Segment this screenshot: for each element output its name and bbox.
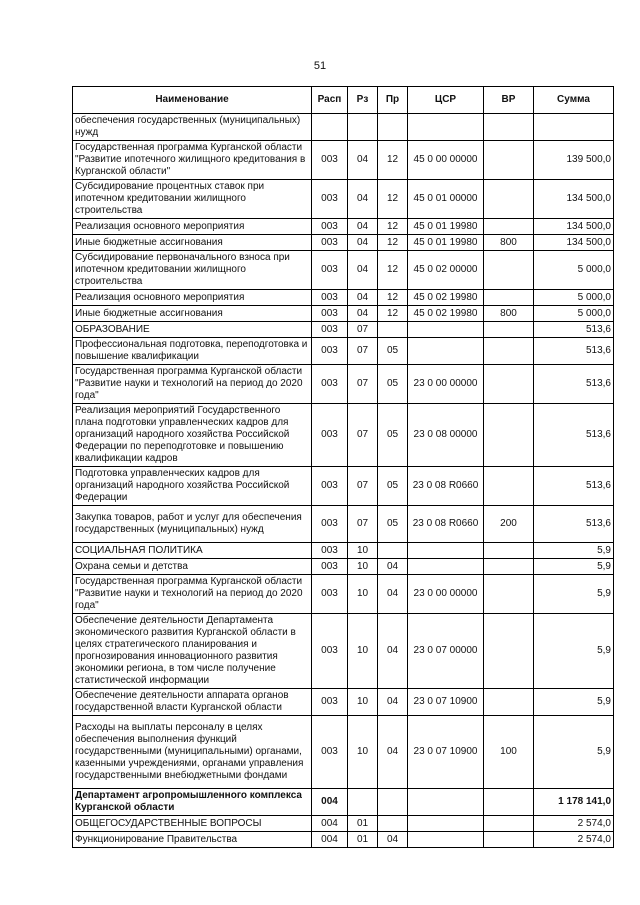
cell-csr: 23 0 07 00000 <box>408 614 484 689</box>
table-row <box>73 180 614 219</box>
cell-rasp: 003 <box>312 689 348 716</box>
cell-vr <box>484 614 534 689</box>
cell-vr <box>484 816 534 832</box>
cell-csr: 45 0 01 19980 <box>408 235 484 251</box>
cell-pr: 04 <box>378 716 408 789</box>
cell-rasp: 003 <box>312 404 348 467</box>
cell-rasp <box>312 114 348 141</box>
cell-vr <box>484 251 534 290</box>
cell-name: Обеспечение деятельности Департамента экономического развития Курганской области в целях стратегического планирования и прогнозирования инновационного развития экономики региона, в том числе получение статистической информации <box>73 614 312 689</box>
cell-rz: 04 <box>348 290 378 306</box>
cell-csr: 45 0 02 19980 <box>408 290 484 306</box>
column-header-rz: Рз <box>348 87 378 114</box>
cell-rz: 07 <box>348 338 378 365</box>
cell-sum: 5,9 <box>534 716 614 789</box>
cell-rasp: 003 <box>312 235 348 251</box>
cell-rz: 10 <box>348 689 378 716</box>
cell-sum: 5,9 <box>534 575 614 614</box>
table-row <box>73 404 614 467</box>
table-row <box>73 365 614 404</box>
cell-vr: 100 <box>484 716 534 789</box>
cell-sum: 5,9 <box>534 614 614 689</box>
cell-name: Закупка товаров, работ и услуг для обеспечения государственных (муниципальных) нужд <box>73 506 312 543</box>
cell-rz: 07 <box>348 506 378 543</box>
cell-sum: 513,6 <box>534 365 614 404</box>
cell-rz <box>348 789 378 816</box>
cell-rasp: 003 <box>312 614 348 689</box>
cell-rasp: 003 <box>312 219 348 235</box>
cell-csr <box>408 322 484 338</box>
cell-csr <box>408 559 484 575</box>
table-row <box>73 816 614 832</box>
cell-rasp: 004 <box>312 832 348 848</box>
cell-pr: 05 <box>378 338 408 365</box>
cell-sum: 134 500,0 <box>534 219 614 235</box>
cell-csr: 23 0 07 10900 <box>408 716 484 789</box>
cell-pr: 04 <box>378 575 408 614</box>
cell-pr: 04 <box>378 689 408 716</box>
table-row <box>73 290 614 306</box>
cell-rasp: 003 <box>312 306 348 322</box>
cell-rz: 04 <box>348 219 378 235</box>
table-row <box>73 559 614 575</box>
table-row <box>73 219 614 235</box>
cell-csr: 23 0 00 00000 <box>408 575 484 614</box>
cell-pr <box>378 543 408 559</box>
cell-vr <box>484 290 534 306</box>
cell-csr: 23 0 08 00000 <box>408 404 484 467</box>
cell-name: Субсидирование процентных ставок при ипотечном кредитовании жилищного строительства <box>73 180 312 219</box>
cell-name: ОБЩЕГОСУДАРСТВЕННЫЕ ВОПРОСЫ <box>73 816 312 832</box>
cell-rz: 04 <box>348 251 378 290</box>
cell-sum: 2 574,0 <box>534 816 614 832</box>
cell-sum: 513,6 <box>534 404 614 467</box>
cell-rasp: 003 <box>312 467 348 506</box>
cell-rasp: 003 <box>312 322 348 338</box>
cell-csr: 23 0 07 10900 <box>408 689 484 716</box>
cell-name: Функционирование Правительства <box>73 832 312 848</box>
cell-sum: 513,6 <box>534 322 614 338</box>
cell-pr: 05 <box>378 467 408 506</box>
cell-vr: 800 <box>484 306 534 322</box>
cell-sum: 513,6 <box>534 467 614 506</box>
cell-rasp: 003 <box>312 506 348 543</box>
cell-csr <box>408 114 484 141</box>
cell-name: СОЦИАЛЬНАЯ ПОЛИТИКА <box>73 543 312 559</box>
cell-sum: 513,6 <box>534 506 614 543</box>
cell-pr <box>378 114 408 141</box>
cell-rasp: 003 <box>312 180 348 219</box>
cell-pr: 12 <box>378 219 408 235</box>
cell-sum: 5 000,0 <box>534 251 614 290</box>
cell-rasp: 004 <box>312 816 348 832</box>
cell-pr: 12 <box>378 290 408 306</box>
cell-sum: 134 500,0 <box>534 180 614 219</box>
cell-csr <box>408 789 484 816</box>
cell-rz: 10 <box>348 716 378 789</box>
cell-name: Обеспечение деятельности аппарата органов государственной власти Курганской области <box>73 689 312 716</box>
cell-rz: 07 <box>348 365 378 404</box>
cell-name: Иные бюджетные ассигнования <box>73 235 312 251</box>
table-row <box>73 251 614 290</box>
table-row <box>73 114 614 141</box>
column-header-name: Наименование <box>73 87 312 114</box>
cell-rz: 07 <box>348 322 378 338</box>
cell-rz: 10 <box>348 543 378 559</box>
cell-csr: 45 0 00 00000 <box>408 141 484 180</box>
cell-csr: 23 0 08 R0660 <box>408 467 484 506</box>
column-header-rasp: Расп <box>312 87 348 114</box>
table-row <box>73 789 614 816</box>
cell-rasp: 003 <box>312 141 348 180</box>
cell-vr <box>484 219 534 235</box>
cell-name: Охрана семьи и детства <box>73 559 312 575</box>
cell-vr <box>484 832 534 848</box>
cell-pr <box>378 322 408 338</box>
cell-csr: 45 0 01 19980 <box>408 219 484 235</box>
cell-name: Профессиональная подготовка, переподготовка и повышение квалификации <box>73 338 312 365</box>
cell-sum <box>534 114 614 141</box>
cell-rz: 10 <box>348 614 378 689</box>
table-row <box>73 689 614 716</box>
cell-rz: 10 <box>348 575 378 614</box>
cell-rasp: 003 <box>312 559 348 575</box>
cell-rz: 04 <box>348 306 378 322</box>
table-row <box>73 322 614 338</box>
cell-csr <box>408 543 484 559</box>
cell-name: Департамент агропромышленного комплекса Курганской области <box>73 789 312 816</box>
table-row <box>73 235 614 251</box>
cell-pr: 12 <box>378 306 408 322</box>
cell-vr <box>484 180 534 219</box>
cell-pr: 12 <box>378 141 408 180</box>
cell-rasp: 004 <box>312 789 348 816</box>
header-row <box>73 87 614 114</box>
cell-vr <box>484 789 534 816</box>
cell-pr: 05 <box>378 506 408 543</box>
cell-sum: 5,9 <box>534 689 614 716</box>
table-body <box>73 114 614 848</box>
table-row <box>73 575 614 614</box>
cell-name: ОБРАЗОВАНИЕ <box>73 322 312 338</box>
table-row <box>73 614 614 689</box>
cell-name: Реализация основного мероприятия <box>73 219 312 235</box>
cell-name: Иные бюджетные ассигнования <box>73 306 312 322</box>
cell-sum: 5 000,0 <box>534 306 614 322</box>
cell-vr <box>484 114 534 141</box>
cell-csr: 45 0 02 19980 <box>408 306 484 322</box>
cell-sum: 139 500,0 <box>534 141 614 180</box>
cell-rz: 10 <box>348 559 378 575</box>
table-row <box>73 543 614 559</box>
cell-vr <box>484 365 534 404</box>
cell-name: Расходы на выплаты персоналу в целях обеспечения выполнения функций государственными (муниципальными) органами, казенными учреждениями, органами управления государственными внебюджетными фондами <box>73 716 312 789</box>
page-number: 51 <box>313 60 327 72</box>
cell-pr: 04 <box>378 559 408 575</box>
cell-sum: 5,9 <box>534 543 614 559</box>
cell-sum: 5 000,0 <box>534 290 614 306</box>
column-header-csr: ЦСР <box>408 87 484 114</box>
cell-rz: 07 <box>348 467 378 506</box>
cell-csr: 45 0 02 00000 <box>408 251 484 290</box>
cell-sum: 2 574,0 <box>534 832 614 848</box>
cell-pr <box>378 816 408 832</box>
cell-rasp: 003 <box>312 290 348 306</box>
cell-sum: 513,6 <box>534 338 614 365</box>
cell-name: Государственная программа Курганской области "Развитие ипотечного жилищного кредитования в Курганской области" <box>73 141 312 180</box>
column-header-vr: ВР <box>484 87 534 114</box>
cell-rz: 04 <box>348 235 378 251</box>
cell-rz: 07 <box>348 404 378 467</box>
cell-pr: 12 <box>378 180 408 219</box>
cell-pr: 12 <box>378 235 408 251</box>
cell-vr <box>484 404 534 467</box>
column-header-pr: Пр <box>378 87 408 114</box>
table-row <box>73 716 614 789</box>
cell-rz: 01 <box>348 816 378 832</box>
cell-name: Государственная программа Курганской области "Развитие науки и технологий на период до 2020 года" <box>73 365 312 404</box>
cell-rz: 04 <box>348 141 378 180</box>
cell-vr <box>484 322 534 338</box>
table-row <box>73 467 614 506</box>
cell-name: Реализация основного мероприятия <box>73 290 312 306</box>
table-row <box>73 141 614 180</box>
cell-vr <box>484 543 534 559</box>
column-header-sum: Сумма <box>534 87 614 114</box>
cell-rasp: 003 <box>312 251 348 290</box>
cell-name: обеспечения государственных (муниципальных) нужд <box>73 114 312 141</box>
cell-rasp: 003 <box>312 716 348 789</box>
cell-name: Государственная программа Курганской области "Развитие науки и технологий на период до 2020 года" <box>73 575 312 614</box>
cell-csr <box>408 338 484 365</box>
cell-pr: 04 <box>378 614 408 689</box>
table-row <box>73 832 614 848</box>
table-row <box>73 338 614 365</box>
cell-vr <box>484 141 534 180</box>
budget-table <box>72 86 614 848</box>
cell-pr: 05 <box>378 365 408 404</box>
table-row <box>73 306 614 322</box>
cell-rasp: 003 <box>312 338 348 365</box>
cell-pr: 12 <box>378 251 408 290</box>
cell-rz <box>348 114 378 141</box>
cell-vr <box>484 338 534 365</box>
cell-csr: 45 0 01 00000 <box>408 180 484 219</box>
cell-rz: 01 <box>348 832 378 848</box>
cell-csr: 23 0 00 00000 <box>408 365 484 404</box>
cell-rasp: 003 <box>312 575 348 614</box>
cell-csr <box>408 816 484 832</box>
cell-name: Подготовка управленческих кадров для организаций народного хозяйства Российской Федерации <box>73 467 312 506</box>
cell-vr <box>484 467 534 506</box>
cell-pr: 04 <box>378 832 408 848</box>
cell-vr <box>484 559 534 575</box>
cell-vr <box>484 689 534 716</box>
cell-rasp: 003 <box>312 543 348 559</box>
cell-pr <box>378 789 408 816</box>
cell-vr: 200 <box>484 506 534 543</box>
table-row <box>73 506 614 543</box>
cell-name: Субсидирование первоначального взноса при ипотечном кредитовании жилищного строительства <box>73 251 312 290</box>
cell-vr: 800 <box>484 235 534 251</box>
cell-name: Реализация мероприятий Государственного плана подготовки управленческих кадров для организаций народного хозяйства Российской Федерации по переподготовке и повышению квалификации кадров <box>73 404 312 467</box>
cell-pr: 05 <box>378 404 408 467</box>
cell-vr <box>484 575 534 614</box>
cell-rasp: 003 <box>312 365 348 404</box>
cell-csr: 23 0 08 R0660 <box>408 506 484 543</box>
cell-rz: 04 <box>348 180 378 219</box>
cell-sum: 5,9 <box>534 559 614 575</box>
cell-sum: 134 500,0 <box>534 235 614 251</box>
cell-csr <box>408 832 484 848</box>
cell-sum: 1 178 141,0 <box>534 789 614 816</box>
